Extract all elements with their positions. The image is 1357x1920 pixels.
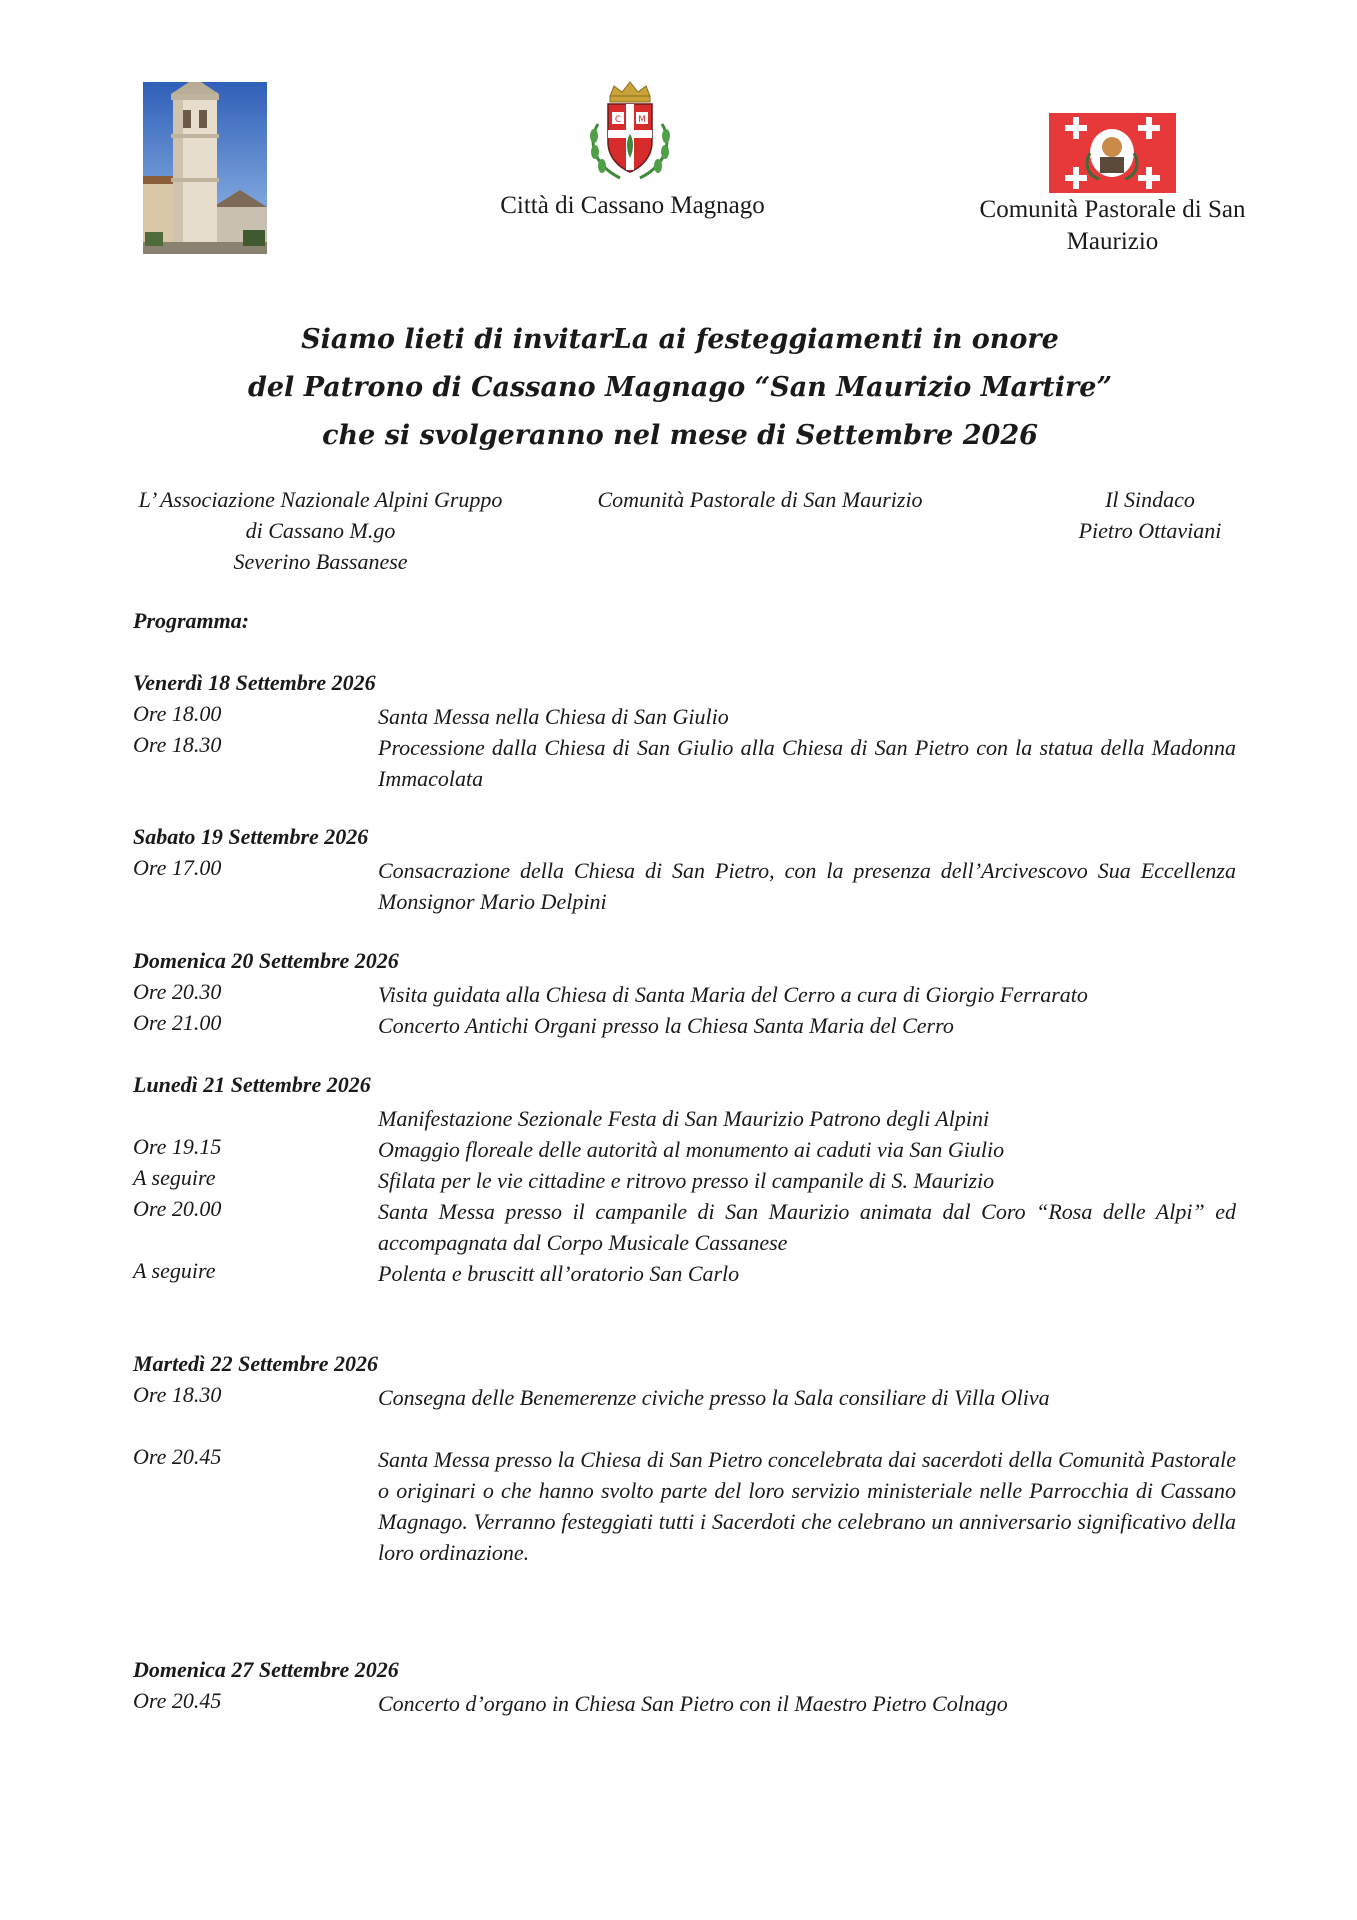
day-heading: Domenica 27 Settembre 2026 <box>133 1657 399 1682</box>
event-time: Ore 20.45 <box>133 1444 222 1469</box>
event-description: Visita guidata alla Chiesa di Santa Maria del Cerro a cura di Giorgio Ferrarato <box>378 982 1088 1007</box>
event-time: A seguire <box>133 1258 216 1283</box>
letterhead <box>0 0 1357 270</box>
invitation-text <box>180 316 1180 460</box>
event-description: Omaggio floreale delle autorità al monumento ai caduti via San Giulio <box>378 1137 1005 1162</box>
alpini-line-3: Severino Bassanese <box>233 549 408 574</box>
event-description: Consacrazione della Chiesa di San Pietro, con la presenza dell’Arcivescovo Sua Eccellenza Monsignor Mario Delpini <box>378 858 1236 914</box>
invitation-line-2: del Patrono di Cassano Magnago “San Maurizio Martire” <box>248 372 1112 403</box>
invitation-line-1: Siamo lieti di invitarLa ai festeggiamenti in onore <box>301 324 1059 355</box>
signatory-mayor <box>1030 484 1270 546</box>
pastoral-community-name: Comunità Pastorale di San Maurizio <box>979 196 1246 255</box>
invitation-line-3: che si svolgeranno nel mese di Settembre 2026 <box>322 420 1038 451</box>
event-time: Ore 21.00 <box>133 1010 222 1035</box>
bell-tower-image <box>143 82 267 254</box>
signatory-alpini <box>108 484 533 577</box>
city-crest <box>582 80 678 182</box>
event-description: Concerto d’organo in Chiesa San Pietro con il Maestro Pietro Colnago <box>378 1691 1008 1716</box>
event-description: Manifestazione Sezionale Festa di San Maurizio Patrono degli Alpini <box>378 1106 990 1131</box>
mayor-name: Pietro Ottaviani <box>1078 518 1222 543</box>
signatory-pastoral <box>560 484 960 515</box>
svg-text:M: M <box>638 115 646 125</box>
event-description: Santa Messa presso la Chiesa di San Pietro concelebrata dai sacerdoti della Comunità Pastorale o originari o che hanno svolto parte del loro servizio ministeriale nelle Parrocchia di Cassano Magnago. Verranno festeggiati tutti i Sacerdoti che celebrano un anniversario significativo della loro ordinazione. <box>378 1447 1236 1565</box>
event-time: Ore 18.30 <box>133 1382 222 1407</box>
event-description: Concerto Antichi Organi presso la Chiesa Santa Maria del Cerro <box>378 1013 954 1038</box>
pastoral-emblem <box>1049 113 1176 193</box>
event-time: Ore 20.45 <box>133 1688 222 1713</box>
day-heading: Sabato 19 Settembre 2026 <box>133 824 369 849</box>
event-time: Ore 18.00 <box>133 701 222 726</box>
city-name: Città di Cassano Magnago <box>500 192 765 219</box>
event-description: Consegna delle Benemerenze civiche presso la Sala consiliare di Villa Oliva <box>378 1385 1050 1410</box>
event-time: A seguire <box>133 1165 216 1190</box>
pastoral-signatory-line: Comunità Pastorale di San Maurizio <box>597 487 923 512</box>
program-title: Programma: <box>133 608 250 633</box>
crest-letters: C <box>614 115 622 125</box>
day-heading: Domenica 20 Settembre 2026 <box>133 948 399 973</box>
event-time: Ore 17.00 <box>133 855 222 880</box>
day-heading: Martedì 22 Settembre 2026 <box>133 1351 379 1376</box>
day-heading: Lunedì 21 Settembre 2026 <box>133 1072 371 1097</box>
day-heading: Venerdì 18 Settembre 2026 <box>133 670 376 695</box>
crest-icon <box>582 80 678 182</box>
alpini-line-2: di Cassano M.go <box>245 518 396 543</box>
event-description: Santa Messa nella Chiesa di San Giulio <box>378 704 729 729</box>
event-time: Ore 19.15 <box>133 1134 222 1159</box>
event-time: Ore 20.30 <box>133 979 222 1004</box>
pastoral-flag-icon <box>1049 113 1176 193</box>
event-description: Processione dalla Chiesa di San Giulio alla Chiesa di San Pietro con la statua della Madonna Immacolata <box>378 735 1236 791</box>
event-description: Polenta e bruscitt all’oratorio San Carlo <box>378 1261 740 1286</box>
event-description: Sfilata per le vie cittadine e ritrovo presso il campanile di S. Maurizio <box>378 1168 995 1193</box>
bell-tower-photo <box>143 82 267 254</box>
mayor-title: Il Sindaco <box>1105 487 1195 512</box>
alpini-line-1: L’ Associazione Nazionale Alpini Gruppo <box>138 487 503 512</box>
event-description: Santa Messa presso il campanile di San Maurizio animata dal Coro “Rosa delle Alpi” ed accompagnata dal Corpo Musicale Cassanese <box>378 1199 1236 1255</box>
event-time: Ore 18.30 <box>133 732 222 757</box>
event-time: Ore 20.00 <box>133 1196 222 1221</box>
